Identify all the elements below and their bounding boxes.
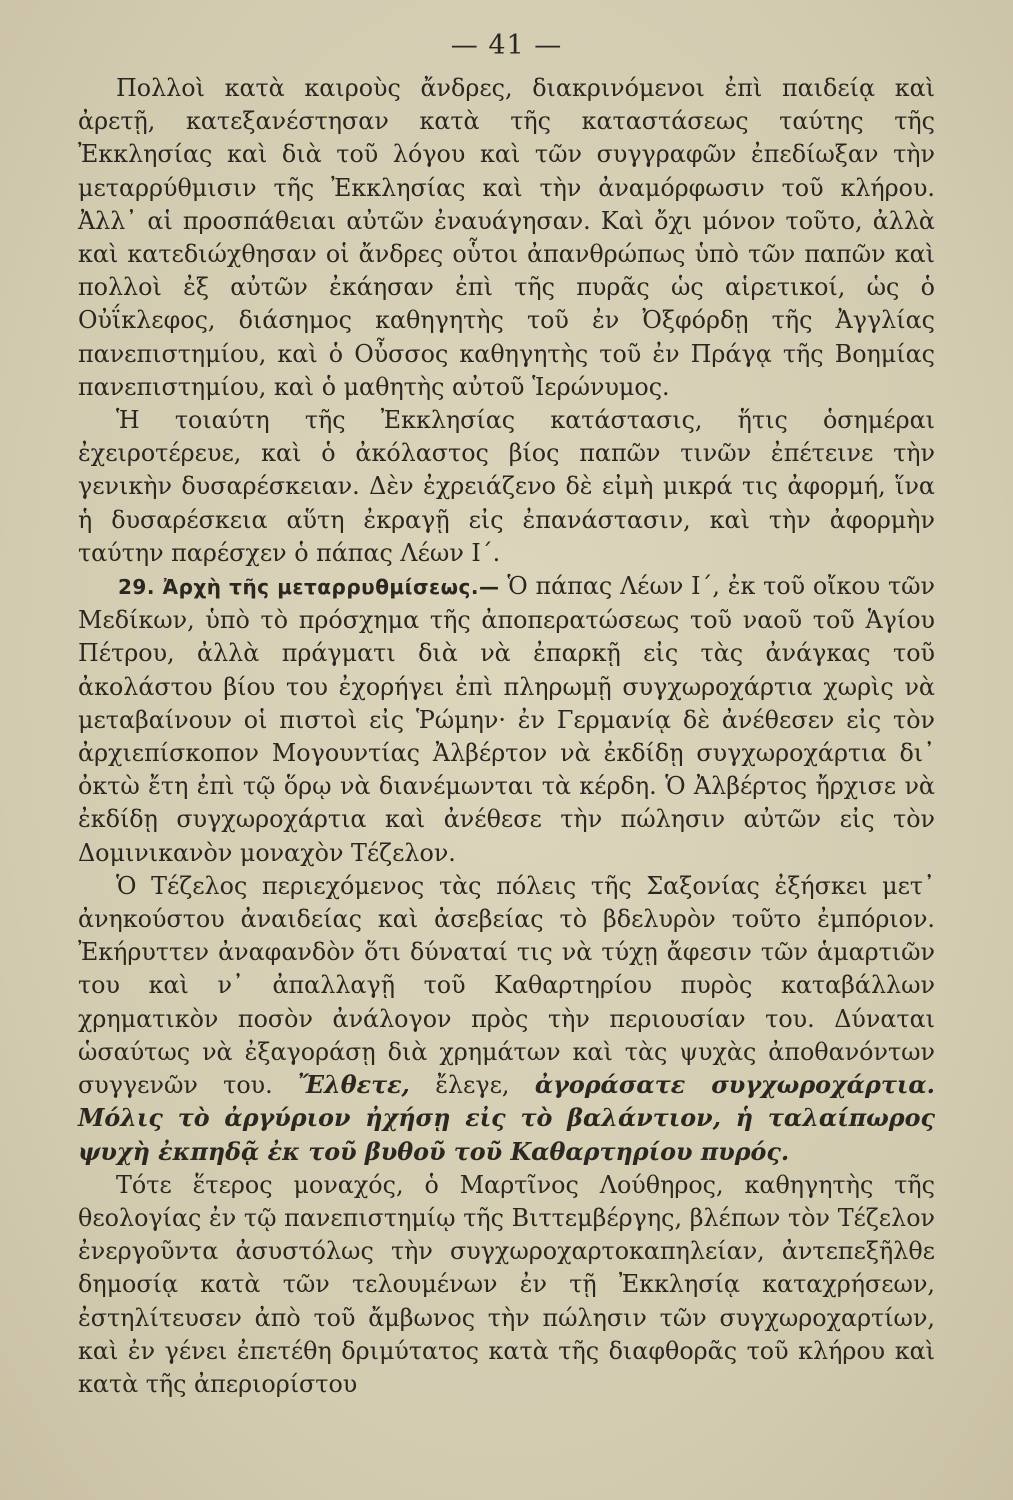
paragraph-reformers: Πολλοὶ κατὰ καιροὺς ἄνδρες, διακρινόμενοι ἐπὶ παιδείᾳ καὶ ἀρετῇ, κατεξανέστησαν κατὰ τῆς καταστάσεως ταύτης τῆς Ἐκκλησίας καὶ διὰ τοῦ λόγου καὶ τῶν συγγραφῶν ἐπεδίωξαν τὴν μεταρρύθμισιν τῆς Ἐκκλησίας καὶ τὴν ἀναμόρφωσιν τοῦ κλήρου. Ἀλλ᾽ αἱ προσπάθειαι αὐτῶν ἐναυάγησαν. Καὶ ὄχι μόνον τοῦτο, ἀλλὰ καὶ κατεδιώχθησαν οἱ ἄνδρες οὗτοι ἀπανθρώπως ὑπὸ τῶν παπῶν καὶ πολλοὶ ἐξ αὐτῶν ἐκάησαν ἐπὶ τῆς πυρᾶς ὡς αἱρετικοί, ὡς ὁ Οὐΐκλεφος, διάσημος καθηγητὴς τοῦ ἐν Ὀξφόρδῃ τῆς Ἀγγλίας πανεπιστημίου, καὶ ὁ Οὖσσος καθηγητὴς τοῦ ἐν Πράγᾳ τῆς Βοημίας πανεπιστημίου, καὶ ὁ μαθητὴς αὐτοῦ Ἱερώνυμος. <box>78 74 935 401</box>
tetzel-quote: ἀγοράσατε συγχωροχάρτια. Μόλις τὸ ἀργύριον ἠχήσῃ εἰς τὸ βαλάντιον, ἡ ταλαίπωρος ψυχὴ ἐκπηδᾷ ἐκ τοῦ βυθοῦ τοῦ Καθαρτηρίου πυρός. <box>78 1071 935 1166</box>
paragraph-tetzel <box>78 870 935 1169</box>
tetzel-said: ἔλεγε, <box>435 1071 510 1100</box>
paragraph-luther: Τότε ἕτερος μοναχός, ὁ Μαρτῖνος Λούθηρος, καθηγητὴς τῆς θεολογίας ἐν τῷ πανεπιστημίῳ τῆς Βιττεμβέργης, βλέπων τὸν Τέζελον ἐνεργοῦντα ἀσυστόλως τὴν συγχωροχαρτοκαπηλείαν, ἀντεπεξῆλθε δημοσίᾳ κατὰ τῶν τελουμένων ἐν τῇ Ἐκκλησίᾳ καταχρήσεων, ἐστηλίτευσεν ἀπὸ τοῦ ἄμβωνος τὴν πώλησιν τῶν συγχωροχαρτίων, καὶ ἐν γένει ἐπετέθη δριμύτατος κατὰ τῆς διαφθορᾶς τοῦ κλήρου καὶ κατὰ τῆς ἀπεριορίστου <box>78 1170 935 1398</box>
paragraph-church-state: Ἡ τοιαύτη τῆς Ἐκκλησίας κατάστασις, ἥτις ὁσημέραι ἐχειροτέρευε, καὶ ὁ ἀκόλαστος βίος παπῶν τινῶν ἐπέτεινε τὴν γενικὴν δυσαρέσκειαν. Δὲν ἐχρειάζενο δὲ εἰμὴ μικρά τις ἀφορμή, ἵνα ἡ δυσαρέσκεια αὕτη ἐκραγῇ εἰς ἐπανάστασιν, καὶ τὴν ἀφορμὴν ταύτην παρέσχεν ὁ πάπας Λέων Ι΄. <box>78 406 935 567</box>
page-number: — 41 — <box>450 30 563 61</box>
body-text <box>78 72 935 1401</box>
section-29 <box>78 570 935 870</box>
section-29-text: Ὁ πάπας Λέων Ι΄, ἐκ τοῦ οἴκου τῶν Μεδίκων, ὑπὸ τὸ πρόσχημα τῆς ἀποπερατώσεως τοῦ ναοῦ τοῦ Ἁγίου Πέτρου, ἀλλὰ πράγματι διὰ νὰ ἐπαρκῇ εἰς τὰς ἀνάγκας τοῦ ἀκολάστου βίου του ἐχορήγει ἐπὶ πληρωμῇ συγχωροχάρτια χωρὶς νὰ μεταβαίνουν οἱ πιστοὶ εἰς Ῥώμην· ἐν Γερμανίᾳ δὲ ἀνέθεσεν εἰς τὸν ἀρχιεπίσκοπον Μογουντίας Ἀλβέρτον νὰ ἐκδίδῃ συγχωροχάρτια δι᾽ ὀκτὼ ἔτη ἐπὶ τῷ ὅρῳ νὰ διανέμωνται τὰ κέρδη. Ὁ Ἀλβέρτος ἤρχισε νὰ ἐκδίδῃ συγχωροχάρτια καὶ ἀνέθεσε τὴν πώλησιν αὐτῶν εἰς τὸν Δομινικανὸν μοναχὸν Τέζελον. <box>78 572 935 867</box>
tetzel-quote-start: Ἔλθετε, <box>298 1071 410 1100</box>
section-heading: 29. Ἀρχὴ τῆς μεταρρυθμίσεως.— <box>118 575 500 600</box>
tetzel-text: Ὁ Τέζελος περιεχόμενος τὰς πόλεις τῆς Σαξονίας ἐξήσκει μετ᾽ ἀνηκούστου ἀναιδείας καὶ ἀσεβείας τὸ βδελυρὸν τοῦτο ἐμπόριον. Ἐκήρυττεν ἀναφανδὸν ὅτι δύναταί τις νὰ τύχῃ ἄφεσιν τῶν ἁμαρτιῶν του καὶ ν᾽ ἀπαλλαγῇ τοῦ Καθαρτηρίου πυρὸς καταβάλλων χρηματικὸν ποσὸν ἀνάλογον πρὸς τὴν περιουσίαν του. Δύναται ὡσαύτως νὰ ἐξαγοράσῃ διὰ χρημάτων καὶ τὰς ψυχὰς ἀποθανόντων συγγενῶν του. <box>78 871 935 1100</box>
